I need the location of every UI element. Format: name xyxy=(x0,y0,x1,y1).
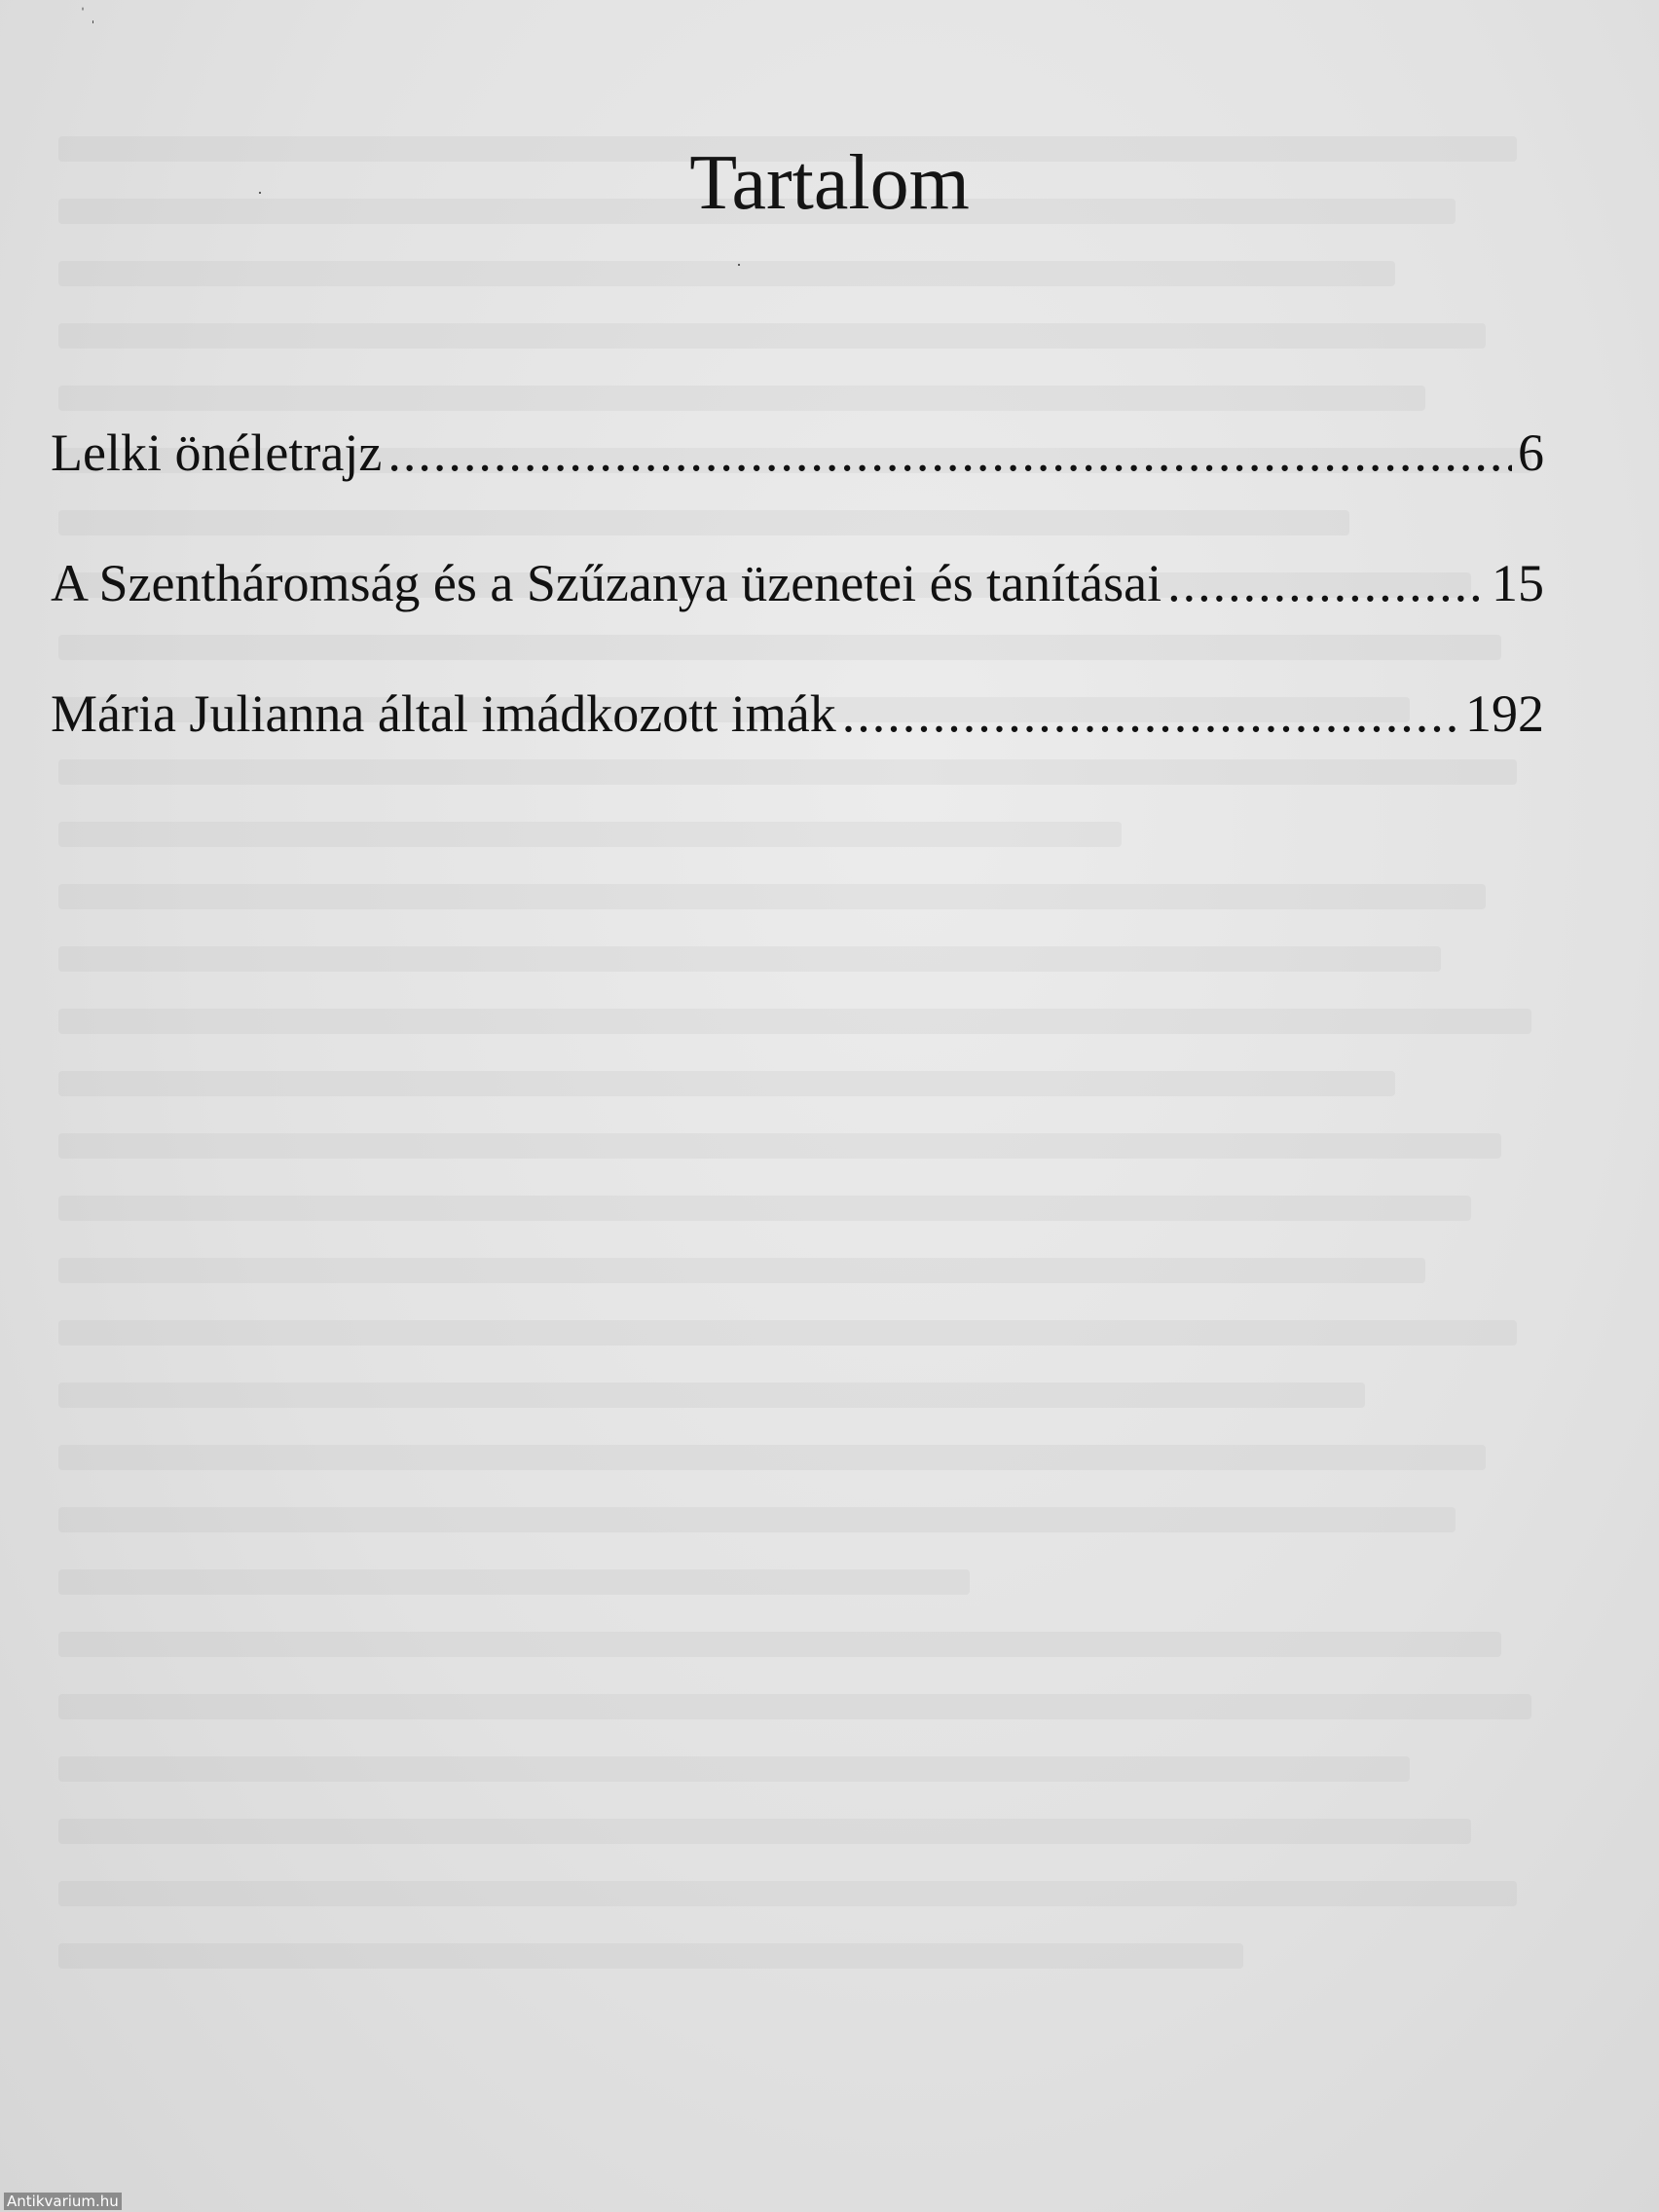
toc-entry xyxy=(51,680,1544,810)
table-of-contents xyxy=(51,419,1544,810)
page-speck: ˈ ˌ xyxy=(80,4,96,23)
toc-entry xyxy=(51,549,1544,680)
toc-dot-leader xyxy=(387,419,1512,487)
toc-page-number: 15 xyxy=(1492,554,1544,612)
toc-entry xyxy=(51,419,1544,549)
toc-entry-title: Mária Julianna által imádkozott imák xyxy=(51,684,836,743)
toc-page-number: 192 xyxy=(1465,684,1544,743)
source-watermark: Antikvarium.hu xyxy=(4,2193,122,2210)
page-speck: · xyxy=(257,183,263,203)
page-speck: · xyxy=(736,255,742,275)
toc-entry-title: A Szentháromság és a Szűzanya üzenetei és tanításai xyxy=(51,554,1162,612)
toc-dot-leader xyxy=(842,680,1459,748)
toc-dot-leader xyxy=(1167,549,1486,617)
toc-page-number: 6 xyxy=(1518,424,1544,482)
page-title: Tartalom xyxy=(689,140,970,226)
toc-entry-title: Lelki önéletrajz xyxy=(51,424,383,482)
